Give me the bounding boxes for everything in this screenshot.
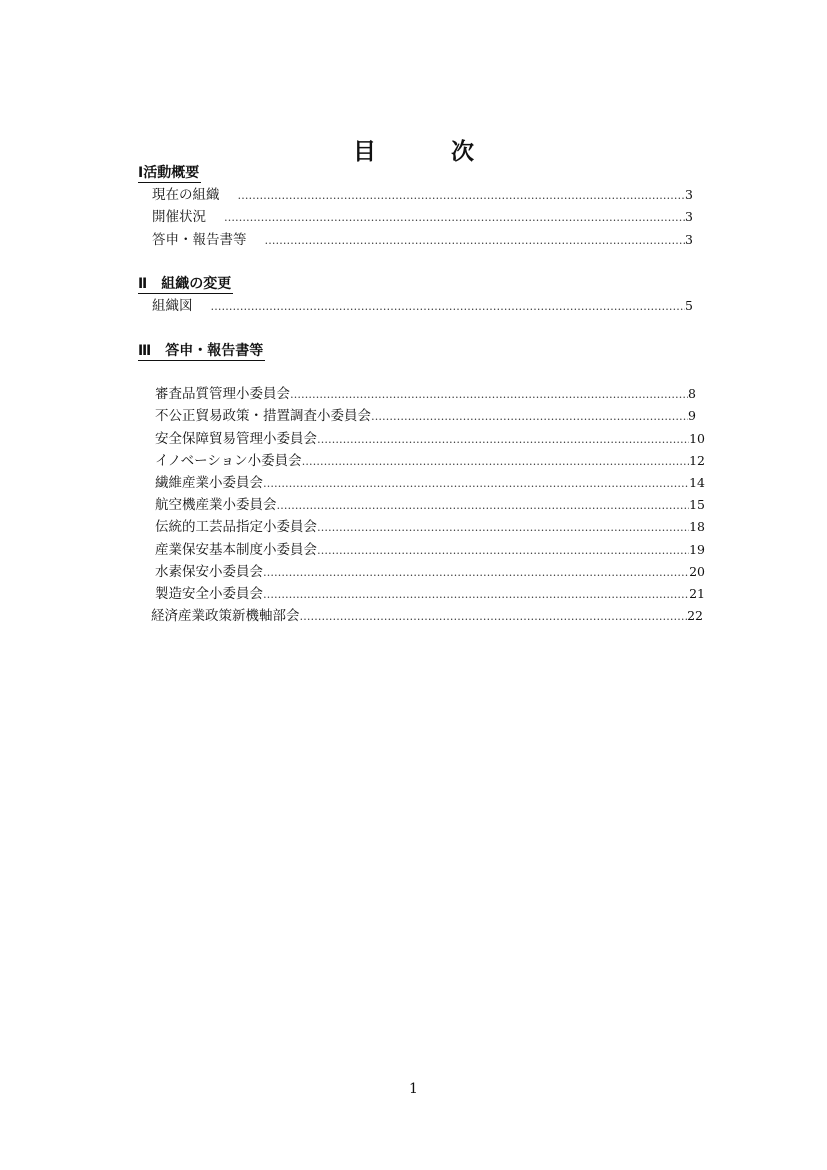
toc-entry[interactable] (155, 496, 705, 514)
toc-entry[interactable] (155, 407, 696, 425)
section-heading-1: Ⅰ活動概要 (138, 165, 200, 181)
toc-entry-page: 10 (689, 431, 705, 446)
toc-entry[interactable] (155, 452, 705, 470)
dot-leader (224, 209, 685, 227)
toc-entry-page: 5 (685, 298, 693, 313)
toc-entry-page: 14 (689, 475, 705, 490)
toc-entry[interactable] (155, 385, 696, 403)
toc-entry[interactable] (152, 297, 693, 315)
toc-entry[interactable] (155, 474, 705, 492)
dot-leader (317, 519, 689, 537)
toc-entry[interactable] (155, 585, 705, 603)
dot-leader (300, 608, 688, 626)
toc-entry-label: 繊維産業小委員会 (155, 475, 263, 491)
dot-leader (371, 408, 688, 426)
dot-leader (238, 187, 686, 205)
toc-entry-label: 開催状況 (152, 209, 206, 225)
page-title: 目 次 (353, 139, 500, 165)
toc-entry-page: 20 (689, 564, 705, 579)
section-heading-3: Ⅲ 答申・報告書等 (138, 343, 264, 359)
dot-leader (263, 564, 689, 582)
toc-entry[interactable] (151, 607, 703, 625)
toc-entry-label: 産業保安基本制度小委員会 (155, 542, 317, 558)
toc-entry-label: 伝統的工芸品指定小委員会 (155, 519, 317, 535)
toc-entry[interactable] (152, 231, 693, 249)
toc-entry-page: 8 (688, 386, 696, 401)
toc-entry[interactable] (155, 563, 705, 581)
toc-entry-page: 3 (685, 209, 693, 224)
dot-leader (290, 386, 688, 404)
toc-entry[interactable] (155, 541, 705, 559)
toc-entry-page: 12 (689, 453, 705, 468)
dot-leader (317, 542, 689, 560)
toc-entry-page: 18 (689, 519, 705, 534)
dot-leader (211, 298, 686, 316)
dot-leader (302, 453, 689, 471)
toc-entry-label: 組織図 (152, 298, 193, 314)
toc-entry-page: 19 (689, 542, 705, 557)
toc-entry-page: 3 (685, 187, 693, 202)
toc-entry[interactable] (155, 430, 705, 448)
toc-entry[interactable] (152, 186, 693, 204)
dot-leader (277, 497, 690, 515)
toc-entry[interactable] (155, 518, 705, 536)
section-heading-2: Ⅱ 組織の変更 (138, 276, 232, 292)
toc-entry-label: 現在の組織 (152, 187, 220, 203)
toc-entry-page: 15 (689, 497, 705, 512)
toc-entry[interactable] (152, 208, 693, 226)
toc-entry-label: イノベーション小委員会 (155, 453, 302, 469)
dot-leader (263, 586, 689, 604)
toc-entry-page: 3 (685, 232, 693, 247)
toc-entry-label: 不公正貿易政策・措置調査小委員会 (155, 408, 371, 424)
toc-entry-page: 9 (688, 408, 696, 423)
toc-entry-label: 航空機産業小委員会 (155, 497, 277, 513)
dot-leader (317, 431, 689, 449)
dot-leader (265, 232, 686, 250)
dot-leader (263, 475, 689, 493)
page-number: 1 (409, 1081, 418, 1097)
toc-entry-page: 21 (689, 586, 705, 601)
toc-entry-label: 安全保障貿易管理小委員会 (155, 431, 317, 447)
toc-entry-label: 審査品質管理小委員会 (155, 386, 290, 402)
toc-entry-label: 水素保安小委員会 (155, 564, 263, 580)
toc-entry-label: 答申・報告書等 (152, 232, 247, 248)
toc-entry-label: 経済産業政策新機軸部会 (151, 608, 300, 624)
toc-entry-label: 製造安全小委員会 (155, 586, 263, 602)
toc-entry-page: 22 (687, 608, 703, 623)
